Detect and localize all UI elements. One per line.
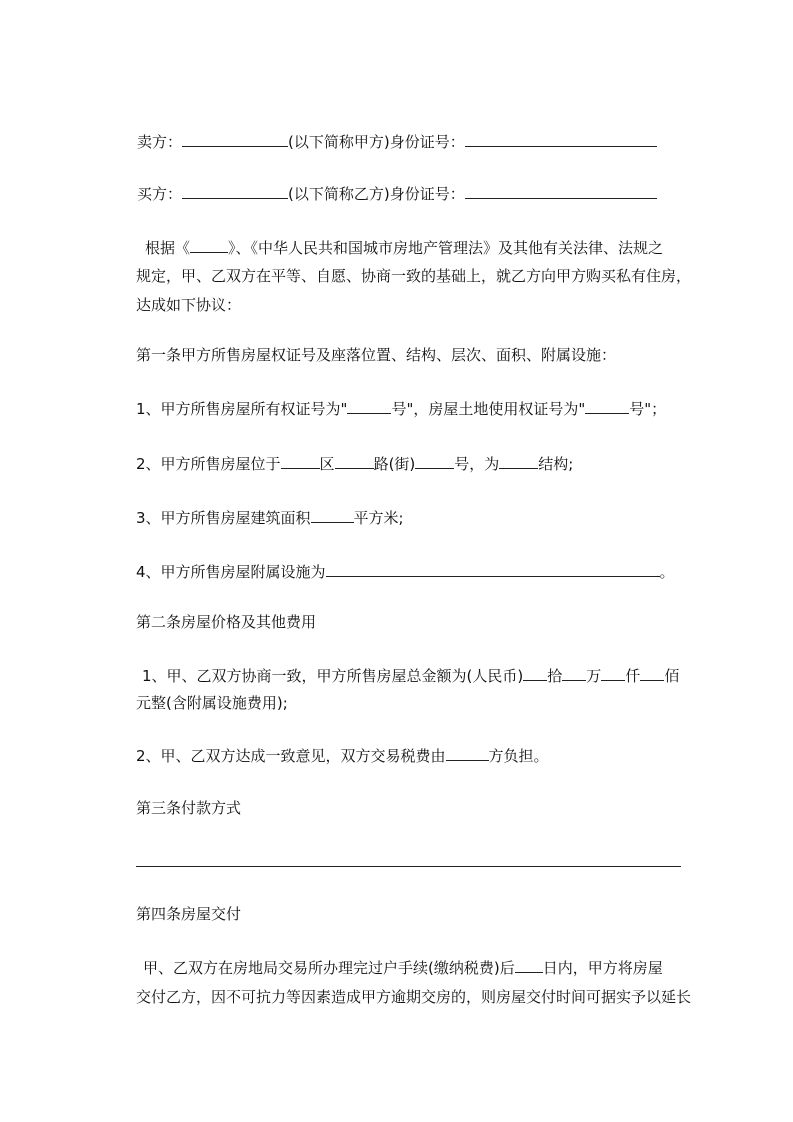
buyer-alias-text: (以下简称乙方)身份证号： (288, 185, 465, 203)
item-text: 万 (586, 667, 602, 685)
days-blank[interactable] (515, 957, 543, 973)
item-text: 。 (659, 563, 675, 581)
amount-blank-3[interactable] (601, 665, 625, 681)
seller-name-blank[interactable] (182, 131, 288, 147)
payment-method-blank[interactable] (136, 852, 681, 867)
article-4-line-1 (143, 957, 663, 977)
article-1-title: 第一条甲方所售房屋权证号及座落位置、结构、层次、面积、附属设施： (136, 346, 617, 364)
item-text: 方负担。 (488, 747, 549, 765)
item-text: 1、甲、乙双方协商一致，甲方所售房屋总金额为(人民币) (142, 667, 524, 685)
item-text: 4、甲方所售房屋附属设施为 (136, 563, 326, 581)
item-text: 拾 (547, 667, 563, 685)
intro-text-a: 根据《 (145, 239, 191, 257)
road-blank[interactable] (335, 453, 374, 469)
item-text: 号，为 (454, 455, 500, 473)
article-1-item-3 (136, 507, 404, 527)
article-2-item-2 (136, 745, 549, 765)
intro-line-2: 规定，甲、乙双方在平等、自愿、协商一致的基础上，就乙方向甲方购买私有住房， (136, 267, 692, 285)
article-2-item-1-cont: 元整(含附属设施费用); (136, 694, 288, 712)
seller-id-blank[interactable] (465, 131, 657, 147)
item-text: 1、甲方所售房屋所有权证号为" (136, 400, 348, 418)
article-4-line-2: 交付乙方，因不可抗力等因素造成甲方逾期交房的，则房屋交付时间可据实予以延长 (136, 988, 692, 1006)
article-2-item-1 (142, 665, 679, 685)
land-cert-blank[interactable] (585, 398, 629, 414)
item-text: 平方米; (353, 509, 404, 527)
article-3-title: 第三条付款方式 (136, 799, 242, 817)
tax-party-blank[interactable] (446, 745, 489, 761)
buyer-label: 买方： (137, 185, 183, 203)
article-1-item-2 (136, 453, 573, 473)
intro-line-3: 达成如下协议： (136, 296, 242, 314)
item-text: 日内，甲方将房屋 (542, 959, 663, 977)
buyer-id-blank[interactable] (465, 183, 657, 199)
area-blank[interactable] (311, 507, 354, 523)
item-text: 2、甲方所售房屋位于 (136, 455, 281, 473)
number-blank[interactable] (415, 453, 454, 469)
structure-blank[interactable] (499, 453, 538, 469)
article-1-item-1 (136, 398, 666, 418)
item-text: 结构; (538, 455, 574, 473)
amount-blank-1[interactable] (523, 665, 547, 681)
article-2-title: 第二条房屋价格及其他费用 (136, 613, 317, 631)
ownership-cert-blank[interactable] (347, 398, 391, 414)
intro-text-b: 》、《中华人民共和国城市房地产管理法》及其他有关法律、法规之 (228, 239, 664, 257)
facilities-blank[interactable] (326, 561, 660, 577)
law-name-blank[interactable] (190, 237, 228, 253)
item-text: 佰 (664, 667, 680, 685)
intro-line-1 (145, 237, 663, 257)
amount-blank-2[interactable] (562, 665, 586, 681)
article-4-title: 第四条房屋交付 (136, 905, 242, 923)
item-text: 3、甲方所售房屋建筑面积 (136, 509, 311, 527)
buyer-name-blank[interactable] (182, 183, 288, 199)
item-text: 甲、乙双方在房地局交易所办理完过户手续(缴纳税费)后 (143, 959, 515, 977)
seller-line (137, 131, 657, 151)
item-text: 2、甲、乙双方达成一致意见，双方交易税费由 (136, 747, 446, 765)
item-text: 号"，房屋土地使用权证号为" (391, 400, 586, 418)
item-text: 路(街) (373, 455, 416, 473)
seller-label: 卖方： (137, 133, 183, 151)
item-text: 号"； (629, 400, 667, 418)
district-blank[interactable] (281, 453, 320, 469)
seller-alias-text: (以下简称甲方)身份证号： (288, 133, 465, 151)
item-text: 区 (319, 455, 335, 473)
article-1-item-4 (136, 561, 675, 581)
amount-blank-4[interactable] (640, 665, 664, 681)
buyer-line (137, 183, 657, 203)
item-text: 仟 (625, 667, 641, 685)
